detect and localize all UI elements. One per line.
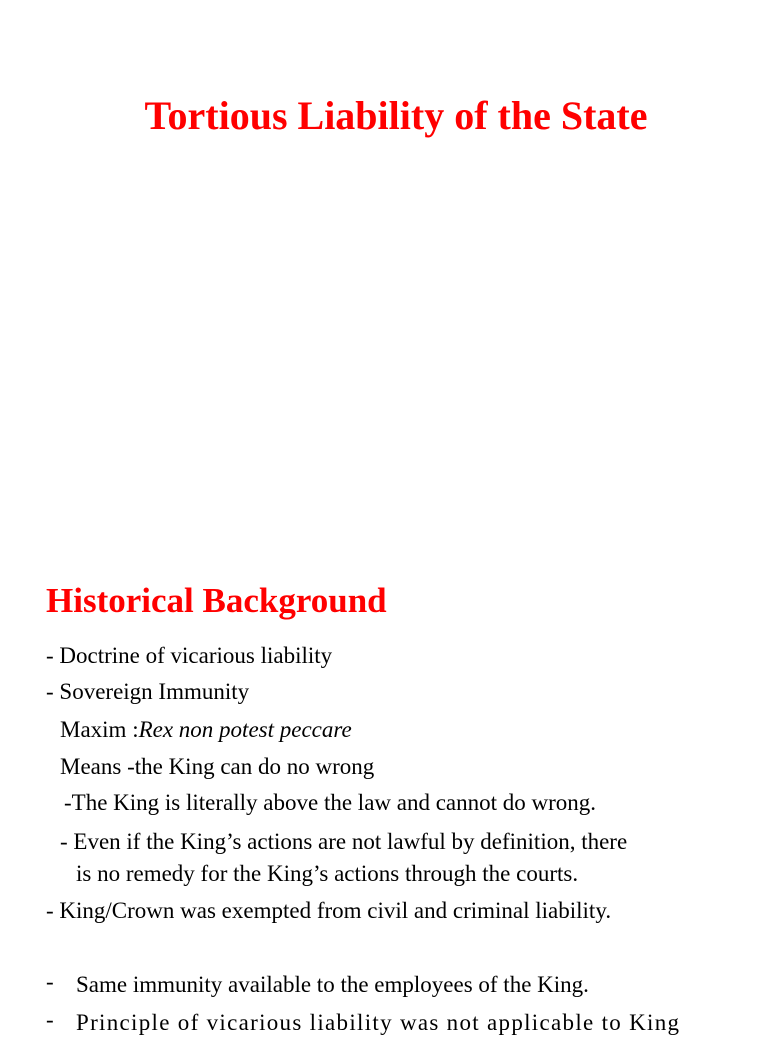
section-heading: Historical Background (46, 581, 387, 620)
bullet-doctrine: - Doctrine of vicarious liability (46, 643, 333, 668)
bullet-sovereign-immunity: - Sovereign Immunity (46, 679, 250, 704)
employees-dash: - (46, 969, 54, 994)
vicarious-dash: - (46, 1007, 54, 1032)
no-remedy-line: is no remedy for the King’s actions through the courts. (76, 861, 579, 886)
not-lawful-line: - Even if the King’s actions are not lawful by definition, there (60, 829, 628, 854)
maxim-latin: Rex non potest peccare (138, 717, 352, 742)
slide-title: Tortious Liability of the State (144, 93, 648, 138)
vicarious-line: Principle of vicarious liability was not applicable to King (76, 1010, 681, 1035)
exempted-line: - King/Crown was exempted from civil and criminal liability. (46, 898, 612, 923)
means-line: Means -the King can do no wrong (60, 754, 375, 779)
maxim-line (60, 714, 352, 746)
content-slide (0, 560, 768, 1035)
maxim-label: Maxim : (60, 717, 139, 742)
employees-immunity-line: Same immunity available to the employees of the King. (76, 972, 589, 997)
above-law-line: -The King is literally above the law and cannot do wrong. (64, 790, 597, 815)
